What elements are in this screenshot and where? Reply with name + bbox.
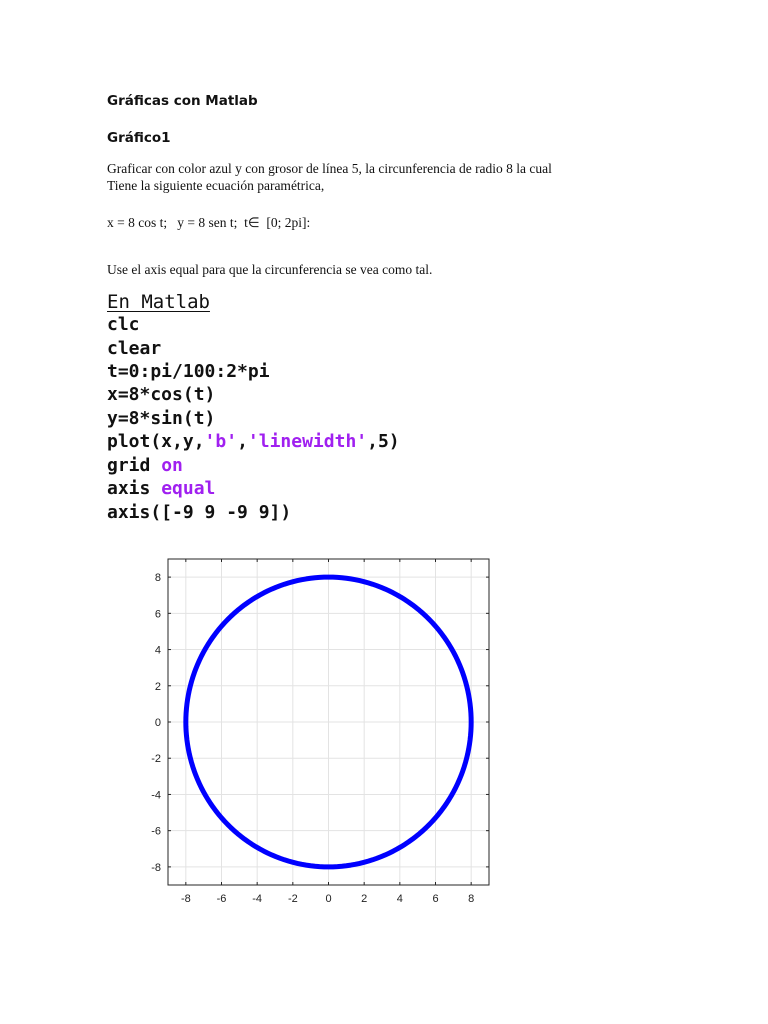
code-line-x: x=8*cos(t) (107, 384, 216, 405)
y-tick-label: 6 (154, 608, 161, 621)
x-tick-label: 2 (361, 893, 368, 905)
x-tick-label: 8 (468, 893, 475, 905)
axis-command: axis (107, 478, 162, 499)
axis-equal-note: Use el axis equal para que la circunferencia se vea como tal. (107, 262, 433, 277)
grid-command: grid (107, 455, 162, 476)
code-line-axis-limits: axis([-9 9 -9 9]) (107, 502, 292, 523)
plot-args-end: ,5) (367, 431, 400, 452)
code-line-clc: clc (107, 314, 140, 335)
x-tick-label: 0 (325, 893, 332, 905)
color-string: 'b' (204, 431, 238, 452)
y-tick-label: -4 (151, 789, 161, 802)
x-tick-label: -2 (287, 893, 298, 905)
x-tick-label: 4 (396, 893, 403, 905)
code-heading: En Matlab (107, 291, 210, 313)
parametric-equation: x = 8 cos t; y = 8 sen t; t∈ [0; 2pi]: (107, 215, 311, 230)
code-line-y: y=8*sin(t) (107, 408, 216, 429)
instruction-line-2: Tiene la siguiente ecuación paramétrica, (107, 178, 325, 193)
y-tick-label: -8 (151, 861, 161, 874)
x-tick-label: -6 (216, 893, 227, 905)
plot-comma: , (237, 431, 248, 452)
y-tick-label: 0 (154, 717, 161, 729)
axis-equal-keyword: equal (161, 478, 216, 499)
x-tick-label: 6 (432, 893, 439, 905)
code-line-axis-equal (107, 478, 215, 499)
code-line-clear: clear (107, 338, 162, 359)
y-tick-label: -6 (151, 825, 161, 838)
y-tick-label: 2 (154, 680, 161, 693)
x-tick-label: -8 (180, 893, 191, 905)
y-tick-label: -2 (151, 753, 161, 766)
document-title: Gráficas con Matlab (107, 93, 258, 109)
linewidth-string: 'linewidth' (247, 431, 368, 452)
section-title: Gráfico1 (107, 130, 171, 146)
plot-call: plot(x,y, (107, 431, 205, 452)
circle-plot (140, 555, 500, 915)
code-line-t: t=0:pi/100:2*pi (107, 361, 270, 382)
x-tick-label: -4 (252, 893, 263, 905)
y-tick-label: 4 (154, 644, 161, 657)
y-tick-label: 8 (154, 572, 161, 585)
grid-on-keyword: on (161, 455, 183, 476)
code-line-grid (107, 455, 183, 476)
instruction-line-1: Graficar con color azul y con grosor de línea 5, la circunferencia de radio 8 la cual (107, 161, 552, 176)
code-line-plot (107, 431, 400, 452)
